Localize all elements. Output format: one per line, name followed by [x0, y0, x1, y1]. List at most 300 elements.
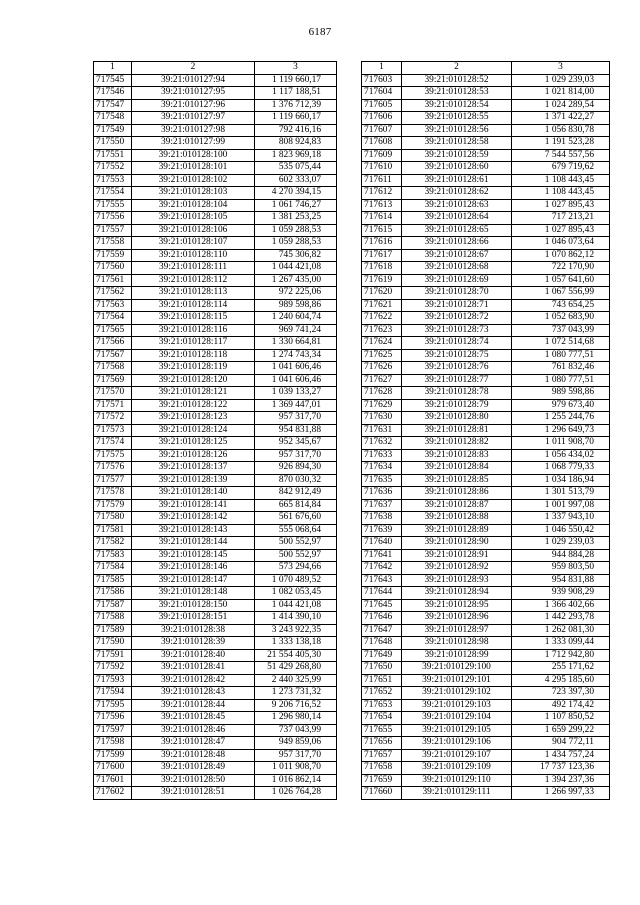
value-cell: 1 333 099,44: [512, 637, 610, 650]
cadastral-number-cell: 39:21:010128:146: [132, 562, 255, 575]
table-row: [362, 249, 610, 262]
cadastral-number-cell: 39:21:010128:124: [132, 424, 255, 437]
row-number-cell: 717588: [94, 612, 132, 625]
table-row: [94, 262, 337, 275]
value-cell: 952 345,67: [255, 437, 337, 450]
table-row: [362, 349, 610, 362]
cadastral-number-cell: 39:21:010129:110: [402, 774, 512, 787]
cadastral-number-cell: 39:21:010128:67: [402, 249, 512, 262]
table-row: [94, 224, 337, 237]
value-cell: 1 059 288,53: [255, 237, 337, 250]
table-row: [362, 499, 610, 512]
table-row: [362, 674, 610, 687]
row-number-cell: 717624: [362, 337, 402, 350]
table-row: [362, 437, 610, 450]
cadastral-number-cell: 39:21:010128:85: [402, 474, 512, 487]
row-number-cell: 717625: [362, 349, 402, 362]
value-cell: 1 080 777,51: [512, 349, 610, 362]
row-number-cell: 717557: [94, 224, 132, 237]
value-cell: 944 884,28: [512, 549, 610, 562]
table-row: [94, 99, 337, 112]
cadastral-number-cell: 39:21:010128:77: [402, 374, 512, 387]
value-cell: 808 924,83: [255, 137, 337, 150]
cadastral-number-cell: 39:21:010128:104: [132, 199, 255, 212]
table-row: [362, 749, 610, 762]
cadastral-number-cell: 39:21:010128:79: [402, 399, 512, 412]
value-cell: 1 255 244,76: [512, 412, 610, 425]
table-row: [94, 762, 337, 775]
row-number-cell: 717559: [94, 249, 132, 262]
table-row: [362, 399, 610, 412]
row-number-cell: 717573: [94, 424, 132, 437]
cadastral-number-cell: 39:21:010128:126: [132, 449, 255, 462]
row-number-cell: 717657: [362, 749, 402, 762]
row-number-cell: 717595: [94, 699, 132, 712]
table-row: [94, 199, 337, 212]
cadastral-number-cell: 39:21:010128:88: [402, 512, 512, 525]
value-cell: 1 266 997,33: [512, 787, 610, 800]
cadastral-number-cell: 39:21:010128:50: [132, 774, 255, 787]
register-table-left: [93, 61, 337, 800]
row-number-cell: 717656: [362, 737, 402, 750]
value-cell: 679 719,62: [512, 162, 610, 175]
value-cell: 926 894,30: [255, 462, 337, 475]
cadastral-number-cell: 39:21:010128:105: [132, 212, 255, 225]
cadastral-number-cell: 39:21:010128:54: [402, 99, 512, 112]
table-row: [362, 537, 610, 550]
cadastral-number-cell: 39:21:010128:41: [132, 662, 255, 675]
value-cell: 21 554 405,30: [255, 649, 337, 662]
row-number-cell: 717622: [362, 312, 402, 325]
table-row: [94, 587, 337, 600]
table-row: [362, 687, 610, 700]
table-row: [362, 199, 610, 212]
value-cell: 1 056 434,02: [512, 449, 610, 462]
cadastral-number-cell: 39:21:010128:51: [132, 787, 255, 800]
value-cell: 870 030,32: [255, 474, 337, 487]
value-cell: 792 416,16: [255, 124, 337, 137]
row-number-cell: 717634: [362, 462, 402, 475]
table-row: [94, 449, 337, 462]
value-cell: 939 908,29: [512, 587, 610, 600]
row-number-cell: 717607: [362, 124, 402, 137]
cadastral-number-cell: 39:21:010128:144: [132, 537, 255, 550]
cadastral-number-cell: 39:21:010128:123: [132, 412, 255, 425]
cadastral-number-cell: 39:21:010129:106: [402, 737, 512, 750]
table-row: [94, 237, 337, 250]
cadastral-number-cell: 39:21:010127:99: [132, 137, 255, 150]
cadastral-number-cell: 39:21:010128:61: [402, 174, 512, 187]
value-cell: 737 043,99: [255, 724, 337, 737]
table-row: [94, 549, 337, 562]
table-row: [362, 174, 610, 187]
cadastral-number-cell: 39:21:010128:140: [132, 487, 255, 500]
column-header: 3: [255, 62, 337, 75]
cadastral-number-cell: 39:21:010128:40: [132, 649, 255, 662]
row-number-cell: 717597: [94, 724, 132, 737]
value-cell: 1 041 606,46: [255, 374, 337, 387]
cadastral-number-cell: 39:21:010128:46: [132, 724, 255, 737]
table-row: [362, 149, 610, 162]
value-cell: 743 654,25: [512, 299, 610, 312]
cadastral-number-cell: 39:21:010128:38: [132, 624, 255, 637]
value-cell: 1 107 850,52: [512, 712, 610, 725]
table-row: [362, 237, 610, 250]
value-cell: 1 001 997,08: [512, 499, 610, 512]
row-number-cell: 717652: [362, 687, 402, 700]
table-row: [362, 712, 610, 725]
table-row: [362, 787, 610, 800]
cadastral-number-cell: 39:21:010128:115: [132, 312, 255, 325]
table-row: [362, 612, 610, 625]
table-row: [94, 562, 337, 575]
cadastral-number-cell: 39:21:010128:90: [402, 537, 512, 550]
cadastral-number-cell: 39:21:010128:95: [402, 599, 512, 612]
table-row: [94, 437, 337, 450]
row-number-cell: 717576: [94, 462, 132, 475]
row-number-cell: 717617: [362, 249, 402, 262]
cadastral-number-cell: 39:21:010128:119: [132, 362, 255, 375]
cadastral-number-cell: 39:21:010128:72: [402, 312, 512, 325]
row-number-cell: 717558: [94, 237, 132, 250]
cadastral-number-cell: 39:21:010128:70: [402, 287, 512, 300]
row-number-cell: 717545: [94, 74, 132, 87]
row-number-cell: 717561: [94, 274, 132, 287]
table-row: [362, 362, 610, 375]
value-cell: 979 673,40: [512, 399, 610, 412]
cadastral-number-cell: 39:21:010128:44: [132, 699, 255, 712]
row-number-cell: 717609: [362, 149, 402, 162]
row-number-cell: 717629: [362, 399, 402, 412]
row-number-cell: 717579: [94, 499, 132, 512]
table-row: [94, 324, 337, 337]
cadastral-number-cell: 39:21:010128:91: [402, 549, 512, 562]
cadastral-number-cell: 39:21:010128:114: [132, 299, 255, 312]
row-number-cell: 717620: [362, 287, 402, 300]
value-cell: 1 108 443,45: [512, 187, 610, 200]
value-cell: 1 333 138,18: [255, 637, 337, 650]
value-cell: 954 831,88: [255, 424, 337, 437]
row-number-cell: 717612: [362, 187, 402, 200]
table-row: [362, 774, 610, 787]
value-cell: 1 274 743,34: [255, 349, 337, 362]
row-number-cell: 717659: [362, 774, 402, 787]
cadastral-number-cell: 39:21:010128:93: [402, 574, 512, 587]
value-cell: 1 712 942,80: [512, 649, 610, 662]
row-number-cell: 717575: [94, 449, 132, 462]
register-table-right: [361, 61, 610, 800]
table-row: [362, 187, 610, 200]
cadastral-number-cell: 39:21:010128:118: [132, 349, 255, 362]
value-cell: 1 376 712,39: [255, 99, 337, 112]
cadastral-number-cell: 39:21:010128:99: [402, 649, 512, 662]
value-cell: 573 294,66: [255, 562, 337, 575]
cadastral-number-cell: 39:21:010128:75: [402, 349, 512, 362]
cadastral-number-cell: 39:21:010128:78: [402, 387, 512, 400]
row-number-cell: 717636: [362, 487, 402, 500]
row-number-cell: 717647: [362, 624, 402, 637]
table-row: [362, 312, 610, 325]
value-cell: 1 080 777,51: [512, 374, 610, 387]
value-cell: 1 381 253,25: [255, 212, 337, 225]
value-cell: 989 598,86: [512, 387, 610, 400]
row-number-cell: 717585: [94, 574, 132, 587]
row-number-cell: 717555: [94, 199, 132, 212]
value-cell: 602 333,07: [255, 174, 337, 187]
table-row: [362, 562, 610, 575]
value-cell: 904 772,11: [512, 737, 610, 750]
column-header: 1: [94, 62, 132, 75]
row-number-cell: 717568: [94, 362, 132, 375]
cadastral-number-cell: 39:21:010128:83: [402, 449, 512, 462]
value-cell: 1 059 288,53: [255, 224, 337, 237]
table-row: [362, 624, 610, 637]
value-cell: 500 552,97: [255, 549, 337, 562]
table-row: [362, 99, 610, 112]
cadastral-number-cell: 39:21:010128:68: [402, 262, 512, 275]
cadastral-number-cell: 39:21:010128:69: [402, 274, 512, 287]
value-cell: 3 243 922,35: [255, 624, 337, 637]
cadastral-number-cell: 39:21:010129:104: [402, 712, 512, 725]
value-cell: 1 039 133,27: [255, 387, 337, 400]
table-row: [362, 324, 610, 337]
row-number-cell: 717587: [94, 599, 132, 612]
row-number-cell: 717641: [362, 549, 402, 562]
value-cell: 4 295 185,60: [512, 674, 610, 687]
cadastral-number-cell: 39:21:010127:95: [132, 87, 255, 100]
cadastral-number-cell: 39:21:010128:110: [132, 249, 255, 262]
cadastral-number-cell: 39:21:010128:107: [132, 237, 255, 250]
row-number-cell: 717639: [362, 524, 402, 537]
value-cell: 1 082 053,45: [255, 587, 337, 600]
cadastral-number-cell: 39:21:010128:60: [402, 162, 512, 175]
table-row: [94, 724, 337, 737]
value-cell: 1 273 731,32: [255, 687, 337, 700]
value-cell: 969 741,24: [255, 324, 337, 337]
table-row: [362, 574, 610, 587]
row-number-cell: 717550: [94, 137, 132, 150]
table-row: [94, 749, 337, 762]
column-header: 2: [402, 62, 512, 75]
cadastral-number-cell: 39:21:010128:94: [402, 587, 512, 600]
row-number-cell: 717648: [362, 637, 402, 650]
value-cell: 555 068,64: [255, 524, 337, 537]
table-row: [94, 524, 337, 537]
table-row: [362, 87, 610, 100]
cadastral-number-cell: 39:21:010128:39: [132, 637, 255, 650]
cadastral-number-cell: 39:21:010128:111: [132, 262, 255, 275]
cadastral-number-cell: 39:21:010128:62: [402, 187, 512, 200]
table-row: [94, 149, 337, 162]
row-number-cell: 717549: [94, 124, 132, 137]
table-row: [362, 137, 610, 150]
row-number-cell: 717577: [94, 474, 132, 487]
value-cell: 972 225,06: [255, 287, 337, 300]
row-number-cell: 717560: [94, 262, 132, 275]
cadastral-number-cell: 39:21:010128:150: [132, 599, 255, 612]
row-number-cell: 717578: [94, 487, 132, 500]
row-number-cell: 717637: [362, 499, 402, 512]
row-number-cell: 717548: [94, 112, 132, 125]
table-row: [94, 699, 337, 712]
value-cell: 1 394 237,36: [512, 774, 610, 787]
row-number-cell: 717552: [94, 162, 132, 175]
row-number-cell: 717628: [362, 387, 402, 400]
row-number-cell: 717583: [94, 549, 132, 562]
value-cell: 1 067 556,99: [512, 287, 610, 300]
table-row: [94, 512, 337, 525]
cadastral-number-cell: 39:21:010128:59: [402, 149, 512, 162]
value-cell: 9 206 716,52: [255, 699, 337, 712]
table-row: [94, 599, 337, 612]
row-number-cell: 717606: [362, 112, 402, 125]
value-cell: 1 330 664,81: [255, 337, 337, 350]
cadastral-number-cell: 39:21:010129:103: [402, 699, 512, 712]
row-number-cell: 717646: [362, 612, 402, 625]
value-cell: 1 046 073,64: [512, 237, 610, 250]
row-number-cell: 717638: [362, 512, 402, 525]
table-row: [94, 712, 337, 725]
row-number-cell: 717599: [94, 749, 132, 762]
cadastral-number-cell: 39:21:010128:122: [132, 399, 255, 412]
value-cell: 1 369 447,01: [255, 399, 337, 412]
cadastral-number-cell: 39:21:010128:84: [402, 462, 512, 475]
row-number-cell: 717644: [362, 587, 402, 600]
value-cell: 1 011 908,70: [512, 437, 610, 450]
row-number-cell: 717584: [94, 562, 132, 575]
row-number-cell: 717566: [94, 337, 132, 350]
value-cell: 1 026 764,28: [255, 787, 337, 800]
table-row: [94, 612, 337, 625]
cadastral-number-cell: 39:21:010128:73: [402, 324, 512, 337]
value-cell: 1 057 641,60: [512, 274, 610, 287]
value-cell: 1 119 660,17: [255, 112, 337, 125]
value-cell: 957 317,70: [255, 749, 337, 762]
value-cell: 1 301 513,79: [512, 487, 610, 500]
table-row: [362, 124, 610, 137]
table-row: [362, 337, 610, 350]
value-cell: 1 044 421,08: [255, 262, 337, 275]
row-number-cell: 717600: [94, 762, 132, 775]
row-number-cell: 717635: [362, 474, 402, 487]
table-row: [94, 412, 337, 425]
cadastral-number-cell: 39:21:010128:92: [402, 562, 512, 575]
row-number-cell: 717619: [362, 274, 402, 287]
row-number-cell: 717626: [362, 362, 402, 375]
table-row: [362, 287, 610, 300]
cadastral-number-cell: 39:21:010128:120: [132, 374, 255, 387]
table-row: [362, 462, 610, 475]
value-cell: 1 052 683,90: [512, 312, 610, 325]
value-cell: 51 429 268,80: [255, 662, 337, 675]
cadastral-number-cell: 39:21:010128:76: [402, 362, 512, 375]
page-number: 6187: [308, 26, 332, 38]
value-cell: 1 371 422,27: [512, 112, 610, 125]
cadastral-number-cell: 39:21:010127:97: [132, 112, 255, 125]
row-number-cell: 717645: [362, 599, 402, 612]
value-cell: 949 859,06: [255, 737, 337, 750]
cadastral-number-cell: 39:21:010128:42: [132, 674, 255, 687]
table-row: [94, 637, 337, 650]
value-cell: 1 119 660,17: [255, 74, 337, 87]
value-cell: 1 072 514,68: [512, 337, 610, 350]
row-number-cell: 717608: [362, 137, 402, 150]
row-number-cell: 717613: [362, 199, 402, 212]
value-cell: 665 814,84: [255, 499, 337, 512]
value-cell: 1 337 943,10: [512, 512, 610, 525]
table-row: [362, 762, 610, 775]
row-number-cell: 717581: [94, 524, 132, 537]
value-cell: 1 442 293,78: [512, 612, 610, 625]
row-number-cell: 717564: [94, 312, 132, 325]
row-number-cell: 717643: [362, 574, 402, 587]
row-number-cell: 717572: [94, 412, 132, 425]
table-row: [94, 737, 337, 750]
value-cell: 1 659 299,22: [512, 724, 610, 737]
header-row: [94, 62, 337, 75]
cadastral-number-cell: 39:21:010128:55: [402, 112, 512, 125]
cadastral-number-cell: 39:21:010128:116: [132, 324, 255, 337]
cadastral-number-cell: 39:21:010127:98: [132, 124, 255, 137]
table-row: [94, 649, 337, 662]
cadastral-number-cell: 39:21:010128:81: [402, 424, 512, 437]
row-number-cell: 717567: [94, 349, 132, 362]
row-number-cell: 717650: [362, 662, 402, 675]
value-cell: 1 029 239,03: [512, 74, 610, 87]
value-cell: 1 296 649,73: [512, 424, 610, 437]
value-cell: 1 823 969,18: [255, 149, 337, 162]
table-row: [362, 412, 610, 425]
table-row: [94, 299, 337, 312]
row-number-cell: 717591: [94, 649, 132, 662]
cadastral-number-cell: 39:21:010128:137: [132, 462, 255, 475]
table-row: [362, 374, 610, 387]
value-cell: 500 552,97: [255, 537, 337, 550]
table-row: [94, 274, 337, 287]
value-cell: 492 174,42: [512, 699, 610, 712]
cadastral-number-cell: 39:21:010128:141: [132, 499, 255, 512]
value-cell: 1 267 435,00: [255, 274, 337, 287]
value-cell: 1 068 779,33: [512, 462, 610, 475]
value-cell: 255 171,62: [512, 662, 610, 675]
cadastral-number-cell: 39:21:010128:101: [132, 162, 255, 175]
cadastral-number-cell: 39:21:010129:107: [402, 749, 512, 762]
cadastral-number-cell: 39:21:010128:86: [402, 487, 512, 500]
cadastral-number-cell: 39:21:010127:94: [132, 74, 255, 87]
value-cell: 1 024 289,54: [512, 99, 610, 112]
value-cell: 722 170,90: [512, 262, 610, 275]
value-cell: 1 108 443,45: [512, 174, 610, 187]
table-row: [94, 74, 337, 87]
cadastral-number-cell: 39:21:010128:113: [132, 287, 255, 300]
row-number-cell: 717642: [362, 562, 402, 575]
row-number-cell: 717627: [362, 374, 402, 387]
table-row: [94, 662, 337, 675]
table-row: [362, 737, 610, 750]
value-cell: 1 070 489,52: [255, 574, 337, 587]
table-row: [362, 699, 610, 712]
cadastral-number-cell: 39:21:010128:64: [402, 212, 512, 225]
value-cell: 957 317,70: [255, 449, 337, 462]
table-row: [94, 387, 337, 400]
row-number-cell: 717651: [362, 674, 402, 687]
value-cell: 1 016 862,14: [255, 774, 337, 787]
row-number-cell: 717653: [362, 699, 402, 712]
row-number-cell: 717632: [362, 437, 402, 450]
row-number-cell: 717611: [362, 174, 402, 187]
table-row: [362, 587, 610, 600]
cadastral-number-cell: 39:21:010128:74: [402, 337, 512, 350]
